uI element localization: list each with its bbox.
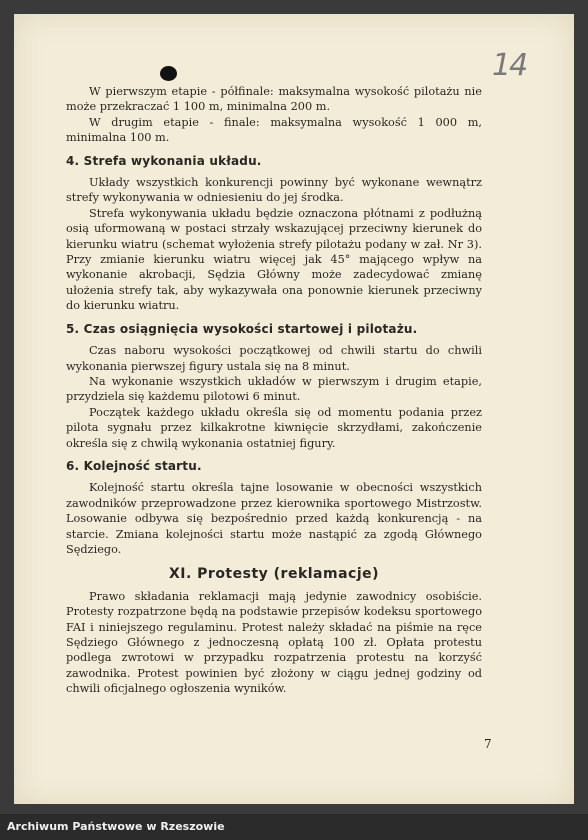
- paragraph: W drugim etapie - finale: maksymalna wysokość 1 000 m, minimalna 100 m.: [66, 115, 482, 145]
- paragraph: Czas naboru wysokości początkowej od chwili startu do chwili wykonania pierwszej figury ustala się na 8 minut.: [66, 344, 482, 373]
- paragraph: Na wykonanie wszystkich układów w pierwszym i drugim etapie, przydziela się każdemu pilotowi 6 minut.: [66, 374, 482, 404]
- archive-footer: [0, 814, 588, 840]
- chapter-heading: XI. Protesty (reklamacje): [168, 566, 380, 583]
- pencil-page-mark: 14: [492, 48, 527, 83]
- section-heading: 5. Czas osiągnięcia wysokości startowej i pilotażu.: [66, 321, 418, 336]
- paragraph: Strefa wykonywania układu będzie oznaczona płótnami z podłużną osią uformowaną w postaci strzały wskazującej przeciwny kierunek do kierunku wiatru (schemat wyłożenia strefy pilotażu podany w zał. Nr 3). Przy zmianie kierunku wiatru więcej jak 45° mającego wpływ na wykonanie akrobacji, Sędzia Główny może zadecydować zmianę ułożenia strefy tak, aby wykazywała ona ponownie kierunek przeciwny do kierunku wiatru.: [66, 206, 482, 313]
- paragraph: W pierwszym etapie - półfinale: maksymalna wysokość pilotażu nie może przekraczać 1 100 m, minimalna 200 m.: [66, 85, 482, 114]
- section-heading: 4. Strefa wykonania układu.: [66, 153, 262, 168]
- paragraph: Kolejność startu określa tajne losowanie w obecności wszystkich zawodników przeprowadzone przez kierownika sportowego Mistrzostw. Losowanie odbywa się bezpośrednio przed każdą konkurencją - na starcie. Zmiana kolejności startu może nastąpić za zgodą Głównego Sędziego.: [66, 481, 482, 556]
- page-number: 7: [484, 737, 492, 751]
- archive-label: Archiwum Państwowe w Rzeszowie: [7, 820, 225, 833]
- paragraph: Układy wszystkich konkurencji powinny być wykonane wewnątrz strefy wykonywania w odniesieniu do jej środka.: [66, 176, 482, 205]
- punch-hole: [160, 66, 177, 81]
- paragraph: Początek każdego układu określa się od momentu podania przez pilota sygnału przez kilkakrotne kiwnięcie skrzydłami, zakończenie określa się z chwilą wykonania ostatniej figury.: [66, 405, 482, 450]
- paragraph: Prawo składania reklamacji mają jedynie zawodnicy osobiście. Protesty rozpatrzone będą na podstawie przepisów kodeksu sportowego FAI i niniejszego regulaminu. Protest należy składać na piśmie na ręce Sędziego Głównego z jednoczesną opłatą 100 zł. Opłata protestu podlega zwrotowi w przypadku rozpatrzenia protestu na korzyść zawodnika. Protest powinien być złożony w ciągu jednej godziny od chwili oficjalnego ogłoszenia wyników.: [66, 589, 482, 696]
- page-text: [66, 84, 482, 697]
- section-heading: 6. Kolejność startu.: [66, 458, 202, 473]
